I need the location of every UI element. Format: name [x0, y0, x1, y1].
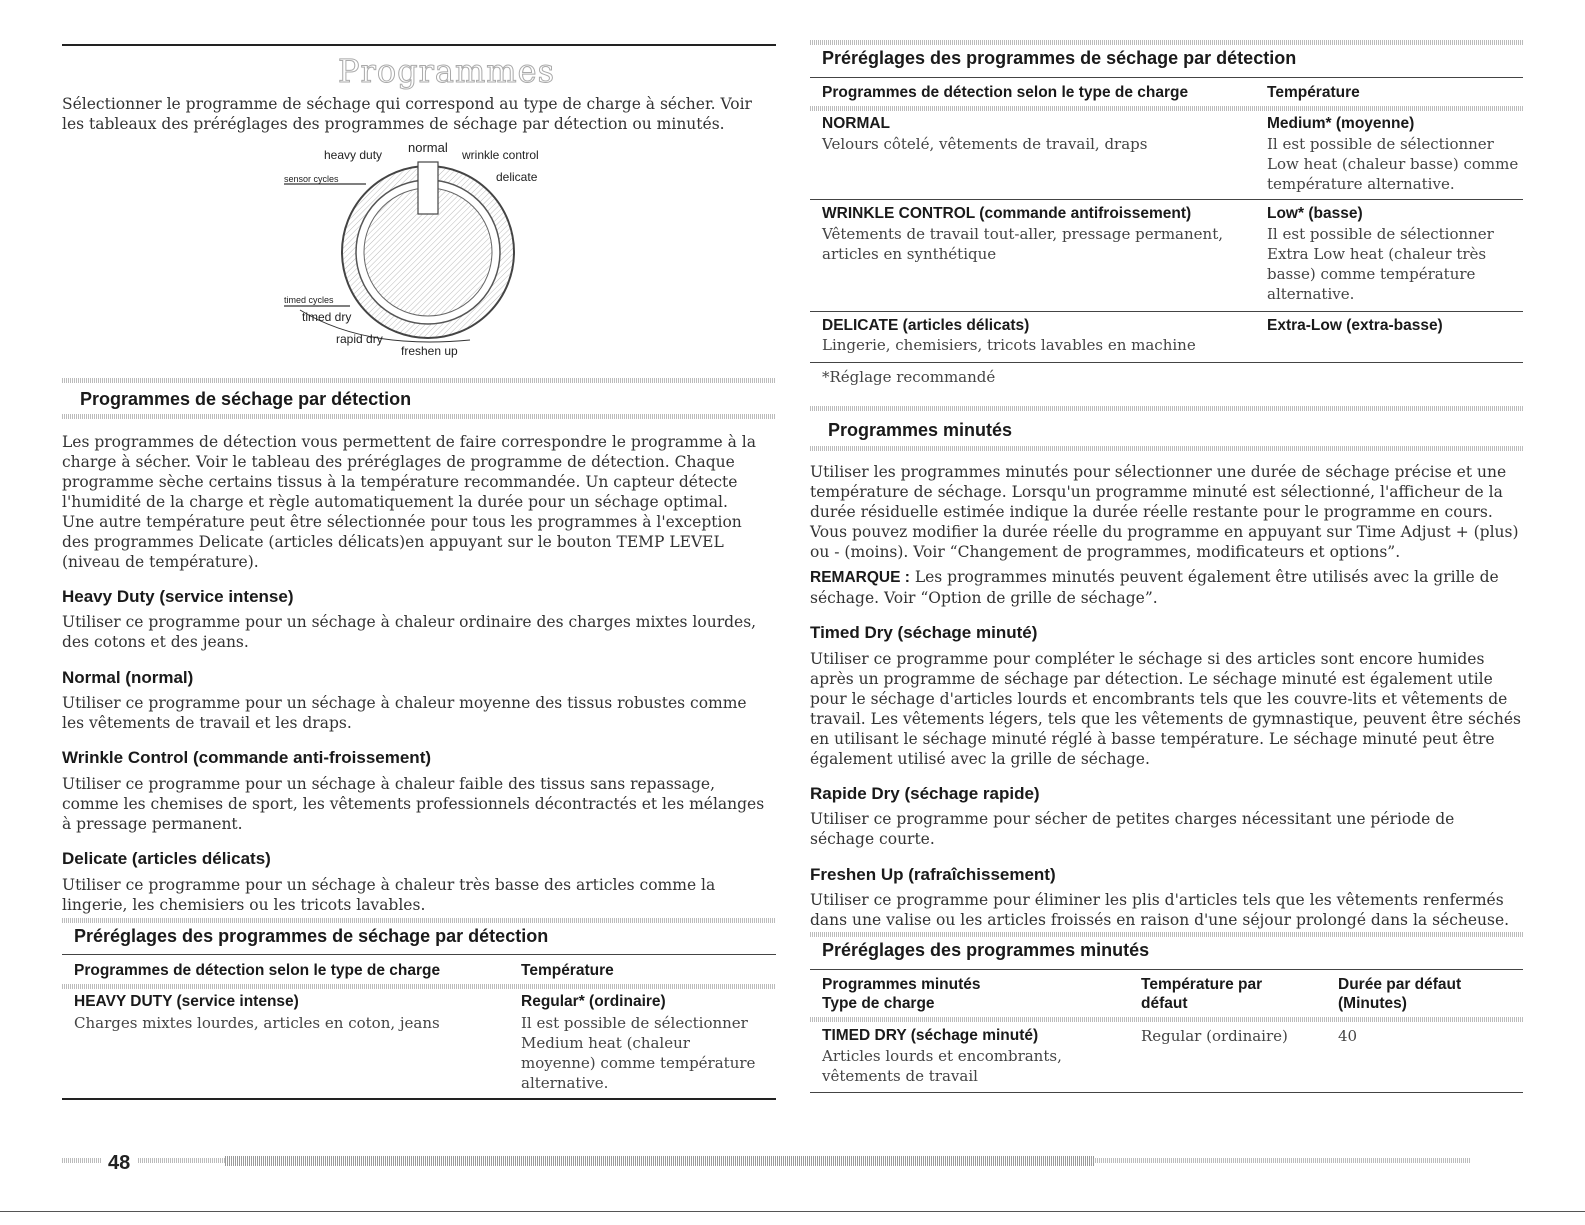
section-heading-timed: Programmes minutés: [828, 420, 1013, 440]
table-header-timed-programs: [822, 975, 981, 1013]
table-header-load-type: Programmes de détection selon le type de charge: [822, 84, 1189, 101]
table-row-temperature: Regular* (ordinaire): [521, 993, 666, 1010]
cycle-title-delicate: Delicate (articles délicats): [62, 849, 271, 868]
table-row-temperature: Medium* (moyenne): [1267, 115, 1415, 132]
table-footnote: *Réglage recommandé: [822, 368, 996, 386]
table-header-line: Programmes minutés: [822, 976, 981, 993]
table-rule: [810, 969, 1523, 970]
table-header-temperature: Température: [521, 962, 614, 979]
table-bottom-rule: [810, 362, 1523, 363]
table-header-line: défaut: [1141, 995, 1188, 1012]
dial-label-wrinkle-control: wrinkle control: [462, 148, 539, 162]
table-row-temperature: Extra-Low (extra-basse): [1267, 317, 1443, 334]
top-rule-left: [62, 44, 776, 46]
dial-label-delicate: delicate: [496, 170, 538, 184]
dial-label-timed-cycles: timed cycles: [284, 295, 334, 305]
table-row-description: Velours côtelé, vêtements de travail, draps: [822, 135, 1148, 153]
table-row-divider: [810, 311, 1523, 312]
cycle-body-wrinkle-control: Utiliser ce programme pour un séchage à chaleur faible des tissus sans repassage, comme les chemises de sport, les vêtements professionnels décontractés et les mélanges à pressage permanent.: [62, 775, 765, 833]
sensor-presets-table-title: Préréglages des programmes de séchage par détection: [74, 926, 549, 946]
cycle-body-delicate: Utiliser ce programme pour un séchage à chaleur très basse des articles comme la lingerie, les chemisiers ou les tricots lavables.: [62, 876, 716, 914]
footer-band-light: [138, 1158, 225, 1163]
table-row-name: DELICATE (articles délicats): [822, 317, 1030, 334]
table-divider: [810, 932, 1523, 937]
timed-presets-table-title: Préréglages des programmes minutés: [822, 940, 1150, 960]
table-row-name: NORMAL: [822, 115, 891, 132]
intro-text: Sélectionner le programme de séchage qui correspond au type de charge à sécher. Voir les tableaux des préréglages des programmes de séchage par détection ou minutés.: [62, 95, 752, 133]
table-row-description: Charges mixtes lourdes, articles en coton, jeans: [74, 1014, 440, 1032]
page-bottom-rule: [0, 1211, 1585, 1212]
remark-label: REMARQUE :: [810, 569, 910, 586]
dial-label-timed-dry: timed dry: [302, 310, 352, 324]
cycle-title-rapid-dry: Rapide Dry (séchage rapide): [810, 784, 1040, 803]
dial-pointer: [418, 162, 438, 214]
section-divider: [62, 378, 776, 383]
footer-band: [225, 1156, 1095, 1166]
cycle-title-normal: Normal (normal): [62, 668, 194, 687]
table-header-line: (Minutes): [1338, 995, 1407, 1012]
footer-band-light: [62, 1158, 102, 1163]
table-bottom-rule: [810, 1092, 1523, 1093]
timed-section-body: Utiliser les programmes minutés pour sélectionner une durée de séchage précise et une température de séchage. Lorsqu'un programme minuté est sélectionné, l'afficheur de la durée résiduelle estimée indique la durée réelle restante pour le programme en cours. Vous pouvez modifier la durée réelle du programme en appuyant sur Time Adjust + (plus) ou - (moins). Voir “Changement de programmes, modificateurs et options”.: [810, 463, 1519, 561]
table-bottom-rule: [62, 1098, 776, 1100]
cycle-body-normal: Utiliser ce programme pour un séchage à chaleur moyenne des tissus robustes comme les vêtements de travail et les draps.: [62, 694, 747, 732]
page-title: Programmes: [338, 52, 555, 90]
table-row-name: HEAVY DUTY (service intense): [74, 993, 299, 1010]
sensor-presets-table-title-right: Préréglages des programmes de séchage par détection: [822, 48, 1297, 68]
table-row-temperature-note: Il est possible de sélectionner Low heat (chaleur basse) comme température alternative.: [1267, 135, 1519, 193]
sensor-section-body: Les programmes de détection vous permettent de faire correspondre le programme à la charge à sécher. Voir le tableau des préréglages de programme de détection. Chaque programme sèche certains tissus à la température recommandée. Un capteur détecte l'humidité de la charge et règle automatiquement la durée pour un séchage optimal. Une autre température peut être sélectionnée pour tous les programmes à l'exception des programmes Delicate (articles délicats)en appuyant sur le bouton TEMP LEVEL (niveau de température).: [62, 433, 757, 571]
dial-label-freshen-up: freshen up: [401, 344, 458, 358]
cycle-body-heavy-duty: Utiliser ce programme pour un séchage à chaleur ordinaire des charges mixtes lourdes, des cotons et des jeans.: [62, 613, 757, 651]
table-row-minutes: 40: [1338, 1027, 1358, 1045]
table-header-divider: [810, 1017, 1523, 1022]
section-heading-sensor: Programmes de séchage par détection: [80, 389, 412, 409]
table-rule: [810, 77, 1523, 78]
page-number: 48: [108, 1152, 131, 1174]
timed-section-remark: [810, 567, 1522, 608]
table-header-line: Température par: [1141, 976, 1263, 993]
dial-label-normal: normal: [408, 140, 448, 155]
cycle-dial-illustration: [270, 140, 570, 365]
cycle-title-heavy-duty: Heavy Duty (service intense): [62, 587, 294, 606]
table-header-line: Type de charge: [822, 995, 935, 1012]
table-header-divider: [62, 984, 776, 989]
section-divider: [810, 446, 1523, 451]
table-header-temperature: Température: [1267, 84, 1360, 101]
cycle-body-rapid-dry: Utiliser ce programme pour sécher de petites charges nécessitant une période de séchage courte.: [810, 810, 1455, 848]
table-header-load-type: Programmes de détection selon le type de charge: [74, 962, 441, 979]
cycle-title-wrinkle-control: Wrinkle Control (commande anti-froissement): [62, 748, 432, 767]
table-row-temperature-note: Il est possible de sélectionner Extra Low heat (chaleur très basse) comme température alternative.: [1267, 225, 1494, 303]
table-header-divider: [810, 106, 1523, 111]
remark-body: Les programmes minutés peuvent également être utilisés avec la grille de séchage. Voir “Option de grille de séchage”.: [810, 568, 1499, 607]
footer-band-light: [1095, 1158, 1470, 1163]
table-header-default-duration: [1338, 975, 1461, 1013]
section-divider: [810, 406, 1523, 411]
table-row-name: WRINKLE CONTROL (commande antifroissement): [822, 205, 1192, 222]
table-row-description: Vêtements de travail tout-aller, pressage permanent, articles en synthétique: [822, 225, 1223, 263]
table-divider: [62, 918, 776, 923]
dial-label-sensor-cycles: sensor cycles: [284, 174, 339, 184]
table-row-temperature: Regular (ordinaire): [1141, 1027, 1288, 1045]
table-row-description: Articles lourds et encombrants, vêtements de travail: [822, 1047, 1062, 1085]
top-band-right: [810, 40, 1523, 45]
section-divider: [62, 414, 776, 419]
table-row-temperature-note: Il est possible de sélectionner Medium heat (chaleur moyenne) comme température alternative.: [521, 1014, 756, 1092]
table-row-divider: [810, 199, 1523, 200]
table-row-temperature: Low* (basse): [1267, 205, 1363, 222]
table-row-description: Lingerie, chemisiers, tricots lavables en machine: [822, 336, 1196, 354]
dial-label-rapid-dry: rapid dry: [336, 332, 383, 346]
table-header-default-temperature: [1141, 975, 1262, 1013]
cycle-title-freshen-up: Freshen Up (rafraîchissement): [810, 865, 1056, 884]
table-header-line: Durée par défaut: [1338, 976, 1462, 993]
dial-label-heavy-duty: heavy duty: [324, 148, 383, 162]
table-rule: [62, 954, 776, 955]
table-row-name: TIMED DRY (séchage minuté): [822, 1027, 1039, 1044]
cycle-body-timed-dry: Utiliser ce programme pour compléter le séchage si des articles sont encore humides après un programme de séchage par détection. Le séchage minuté est également utile pour le séchage d'articles lourds et encombrants tels que les couvre-lits et vêtements de travail. Les vêtements légers, tels que les vêtements de gymnastique, peuvent être séchés en utilisant le séchage minuté réglé à basse température. Le séchage minuté peut être également utilisé avec la grille de séchage.: [810, 650, 1521, 768]
cycle-title-timed-dry: Timed Dry (séchage minuté): [810, 623, 1038, 642]
cycle-body-freshen-up: Utiliser ce programme pour éliminer les plis d'articles tels que les vêtements renfermés dans une valise ou les articles froissés en raison d'une séjour prolongé dans la sécheuse.: [810, 891, 1510, 929]
